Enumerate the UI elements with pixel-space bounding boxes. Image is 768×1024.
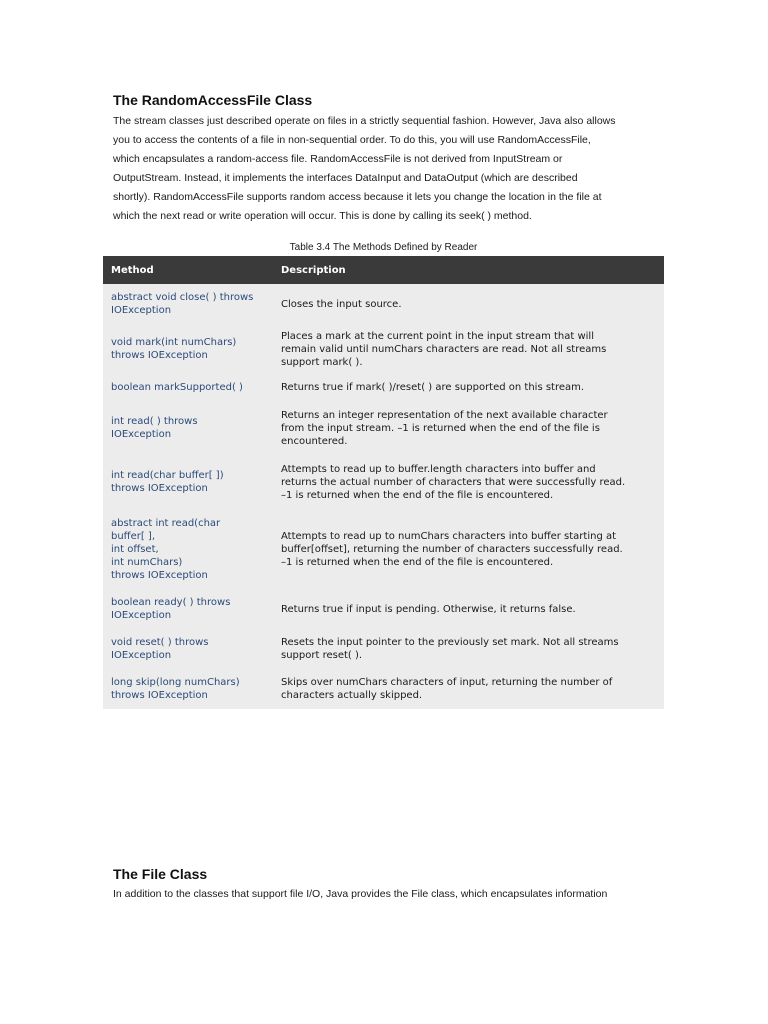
section-heading-file-class: The File Class: [113, 866, 208, 882]
method-signature-cell: [103, 401, 273, 455]
table-row: [103, 284, 664, 324]
table-row: [103, 669, 664, 709]
method-signature-line: buffer[ ],: [111, 530, 155, 542]
method-signature-line: int read( ) throws: [111, 416, 198, 427]
method-description-line: Closes the input source.: [281, 298, 402, 310]
paragraph-line: which encapsulates a random-access file. RandomAccessFile is not derived from InputStream or: [113, 153, 563, 165]
method-description-line: characters actually skipped.: [281, 690, 423, 701]
method-signature-line: int read(char buffer[ ]): [111, 470, 224, 481]
method-signature-line: abstract int read(char: [111, 517, 221, 529]
method-description-cell: [273, 284, 664, 324]
method-description-line: Resets the input pointer to the previously set mark. Not all streams: [281, 637, 619, 648]
method-signature-line: int numChars): [111, 556, 183, 568]
paragraph-line: The stream classes just described operate on files in a strictly sequential fashion. However, Java also allows: [113, 115, 616, 127]
table-row: [103, 629, 664, 669]
method-signature-line: boolean ready( ) throws: [111, 597, 231, 608]
paragraph-line: shortly). RandomAccessFile supports random access because it lets you change the location in the file at: [113, 191, 602, 203]
method-signature-cell: [103, 455, 273, 509]
method-signature-line: boolean markSupported( ): [111, 382, 243, 393]
column-header-description: Description: [273, 256, 664, 284]
method-description-line: Skips over numChars characters of input, returning the number of: [281, 677, 613, 688]
method-description-cell: [273, 455, 664, 509]
method-signature-line: throws IOException: [111, 350, 208, 361]
method-signature-cell: [103, 669, 273, 709]
method-signature-line: long skip(long numChars): [111, 677, 240, 688]
method-signature-line: void mark(int numChars): [111, 337, 237, 348]
method-description-cell: [273, 401, 664, 455]
paragraph-line: OutputStream. Instead, it implements the interfaces DataInput and DataOutput (which are described: [113, 172, 578, 184]
method-signature-cell: [103, 374, 273, 401]
method-description-line: support mark( ).: [281, 356, 363, 368]
paragraph-line: In addition to the classes that support file I/O, Java provides the File class, which encapsulates information: [113, 888, 608, 900]
paragraph-line: which the next read or write operation will occur. This is done by calling its seek( ) method.: [113, 210, 532, 222]
method-signature-cell: [103, 589, 273, 629]
method-signature-line: IOException: [111, 429, 172, 440]
method-description-cell: [273, 669, 664, 709]
methods-table: [103, 256, 664, 709]
method-description-cell: [273, 374, 664, 401]
table-row: [103, 374, 664, 401]
method-description-line: support reset( ).: [281, 650, 363, 661]
table-row: [103, 509, 664, 589]
method-signature-line: IOException: [111, 305, 172, 316]
method-signature-line: int offset,: [111, 543, 159, 555]
section-heading-randomaccessfile: The RandomAccessFile Class: [113, 92, 313, 108]
method-signature-line: abstract void close( ) throws: [111, 292, 254, 303]
table-row: [103, 589, 664, 629]
method-description-line: Attempts to read up to buffer.length characters into buffer and: [281, 463, 596, 475]
method-description-cell: [273, 589, 664, 629]
method-signature-line: throws IOException: [111, 569, 208, 581]
column-header-method: Method: [103, 256, 273, 284]
method-signature-line: IOException: [111, 650, 172, 661]
method-signature-line: IOException: [111, 610, 172, 621]
table-row: [103, 324, 664, 374]
table-row: [103, 455, 664, 509]
method-description-line: encountered.: [281, 435, 348, 447]
method-description-line: remain valid until numChars characters are read. Not all streams: [281, 343, 607, 355]
method-description-line: Returns true if mark( )/reset( ) are supported on this stream.: [281, 382, 585, 393]
table-header-row: [103, 256, 664, 284]
method-signature-line: void reset( ) throws: [111, 637, 209, 648]
method-description-cell: [273, 629, 664, 669]
method-signature-cell: [103, 509, 273, 589]
method-description-line: –1 is returned when the end of the file is encountered.: [281, 556, 554, 568]
method-signature-cell: [103, 629, 273, 669]
method-description-line: buffer[offset], returning the number of characters successfully read.: [281, 543, 623, 555]
section-paragraph-file-class: [113, 885, 673, 904]
method-description-line: Returns an integer representation of the next available character: [281, 409, 608, 421]
method-signature-line: throws IOException: [111, 690, 208, 701]
method-signature-line: throws IOException: [111, 483, 208, 494]
method-description-line: returns the actual number of characters that were successfully read.: [281, 476, 626, 488]
method-description-line: –1 is returned when the end of the file is encountered.: [281, 489, 554, 501]
method-description-cell: [273, 324, 664, 374]
table-row: [103, 401, 664, 455]
method-description-line: Attempts to read up to numChars characters into buffer starting at: [281, 530, 617, 542]
paragraph-line: you to access the contents of a file in non-sequential order. To do this, you will use RandomAccessFile,: [113, 134, 591, 146]
method-description-line: from the input stream. –1 is returned when the end of the file is: [281, 422, 600, 434]
section-paragraph-randomaccessfile: [113, 112, 673, 226]
method-signature-cell: [103, 324, 273, 374]
method-description-line: Returns true if input is pending. Otherwise, it returns false.: [281, 603, 576, 615]
method-signature-cell: [103, 284, 273, 324]
method-description-line: Places a mark at the current point in the input stream that will: [281, 330, 594, 342]
method-description-cell: [273, 509, 664, 589]
table-caption: Table 3.4 The Methods Defined by Reader: [289, 242, 478, 253]
